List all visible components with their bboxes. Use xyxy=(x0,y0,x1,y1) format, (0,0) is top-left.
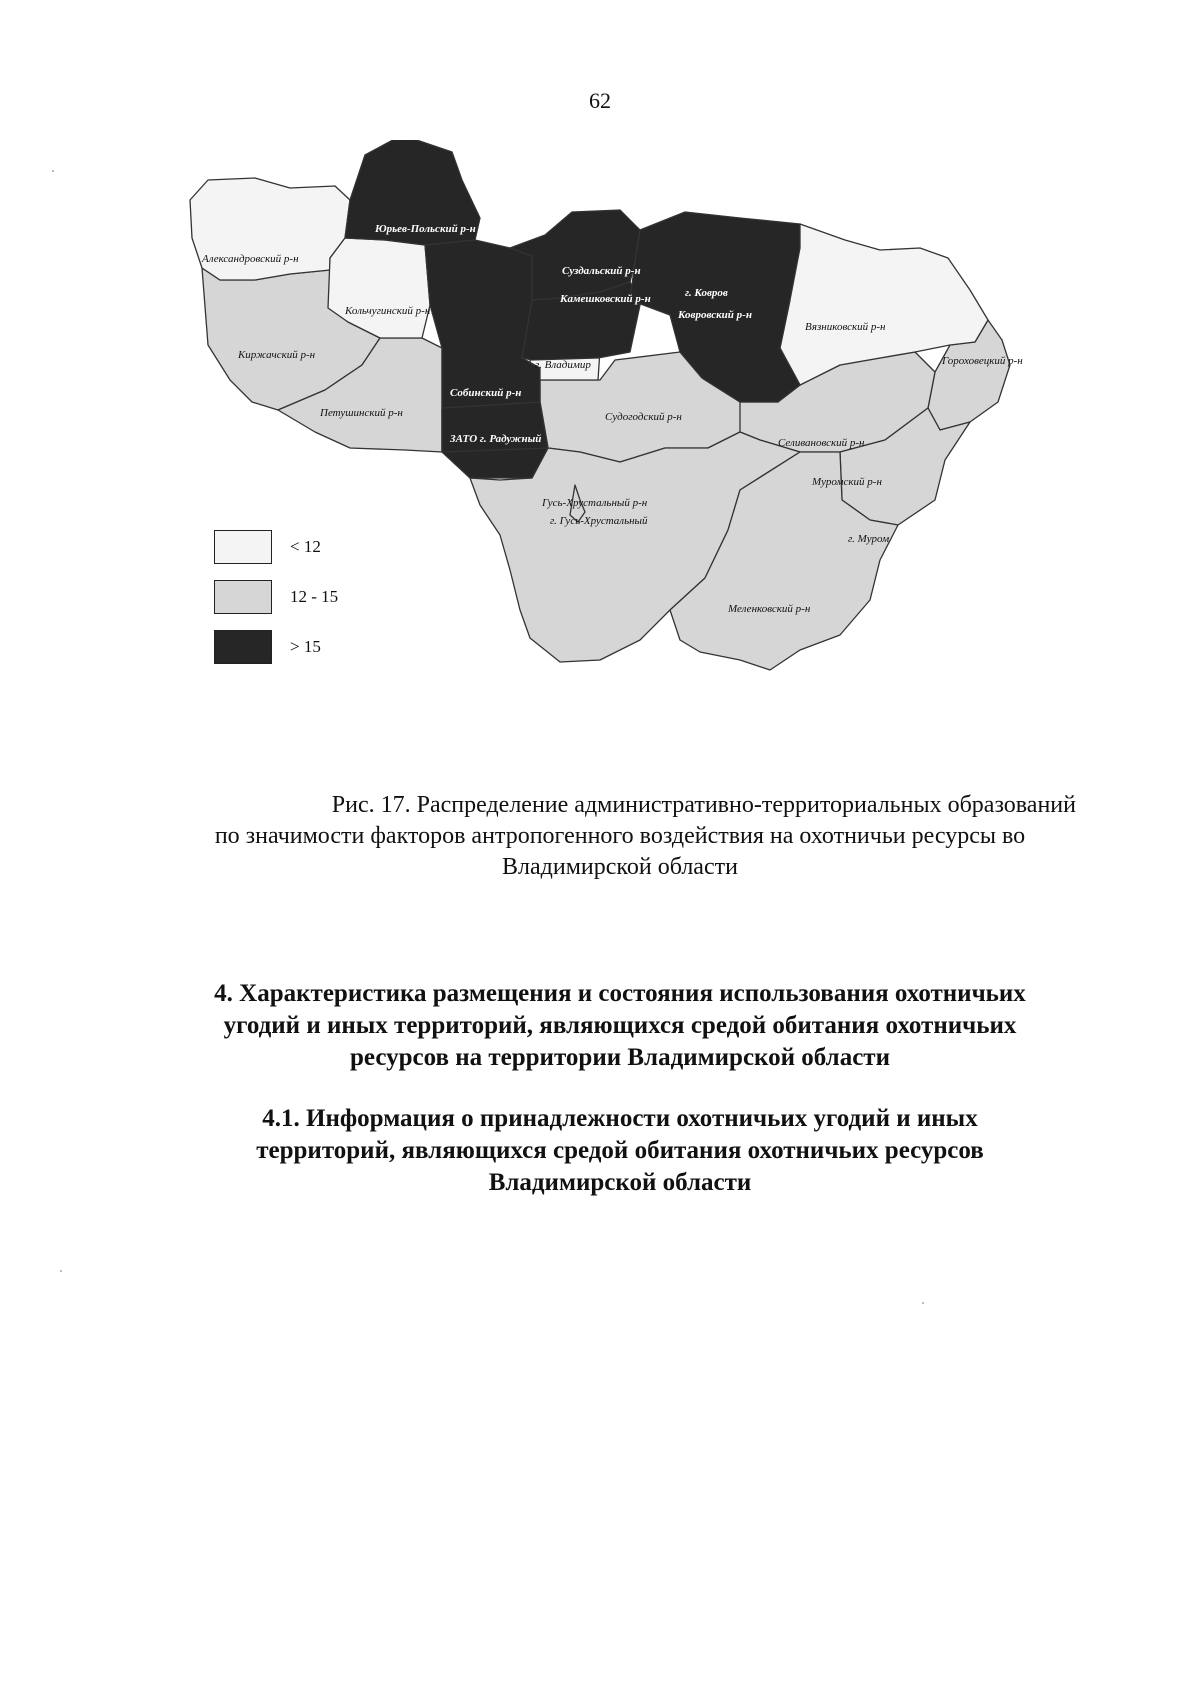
scan-speck xyxy=(60,1270,62,1272)
figure-caption xyxy=(150,790,1090,883)
legend-item-low xyxy=(214,522,374,572)
district-label-zato-g-raduzhnyy: ЗАТО г. Радужный xyxy=(450,433,542,445)
legend-item-high xyxy=(214,622,374,672)
district-label-yurev-polskiy-r-n: Юрьев-Польский р-н xyxy=(375,223,476,235)
scan-speck xyxy=(52,170,54,172)
district-label-sobinskiy-r-n: Собинский р-н xyxy=(450,387,522,399)
scan-speck xyxy=(922,1302,924,1304)
district-label-sudogodskiy-r-n: Судогодский р-н xyxy=(605,411,682,423)
district-label-selivanovskiy-r-n: Селивановский р-н xyxy=(778,437,865,449)
district-label-muromskiy-r-n: Муромский р-н xyxy=(812,476,882,488)
district-label-g-murom: г. Муром xyxy=(848,533,890,545)
district-label-g-gus-hrustalnyy: г. Гусь-Хрустальный xyxy=(550,515,648,527)
legend-swatch-high xyxy=(214,630,272,664)
heading-4-line-2: угодий и иных территорий, являющихся средой обитания охотничьих xyxy=(223,1012,1017,1039)
heading-41-line-2: территорий, являющихся средой обитания охотничьих ресурсов xyxy=(256,1137,984,1164)
page-number: 62 xyxy=(589,88,611,113)
district-label-suzdalskiy-r-n: Суздальский р-н xyxy=(562,265,641,277)
district-label-kolchuginskiy-r-n: Кольчугинский р-н xyxy=(345,305,431,317)
legend-label-mid: 12 - 15 xyxy=(290,587,339,606)
map-legend xyxy=(214,522,374,672)
legend-swatch-low xyxy=(214,530,272,564)
heading-41-line-1: 4.1. Информация о принадлежности охотничьих угодий и иных xyxy=(262,1105,978,1132)
district-label-gus-hrustalnyy-r-n: Гусь-Хрустальный р-н xyxy=(542,497,648,509)
heading-4-line-3: ресурсов на территории Владимирской области xyxy=(350,1044,890,1071)
legend-label-high: > 15 xyxy=(290,637,321,656)
section-heading-4-1 xyxy=(160,1103,1080,1199)
district-label-petushinskiy-r-n: Петушинский р-н xyxy=(320,407,403,419)
legend-item-mid xyxy=(214,572,374,622)
district-label-kovrovskiy-r-n: Ковровский р-н xyxy=(678,309,752,321)
heading-41-line-3: Владимирской области xyxy=(488,1169,752,1196)
legend-swatch-mid xyxy=(214,580,272,614)
section-heading-4 xyxy=(160,978,1080,1074)
district-label-aleksandrovskiy-r-n: Александровский р-н xyxy=(202,253,299,265)
caption-line-2: по значимости факторов антропогенного воздействия на охотничьи ресурсы во xyxy=(214,823,1026,849)
caption-line-3: Владимирской области xyxy=(502,854,738,880)
district-label-g-kovrov: г. Ковров xyxy=(685,287,728,299)
district-label-vyaznikovskiy-r-n: Вязниковский р-н xyxy=(805,321,886,333)
district-label-kameshkovskiy-r-n: Камешковский р-н xyxy=(560,293,651,305)
district-label-gorohovetskiy-r-n: Гороховецкий р-н xyxy=(942,355,1023,367)
legend-label-low: < 12 xyxy=(290,537,321,556)
district-label-g-vladimir: г. Владимир xyxy=(535,359,591,371)
heading-4-line-1: 4. Характеристика размещения и состояния использования охотничьих xyxy=(214,980,1026,1007)
district-label-kirzhachskiy-r-n: Киржачский р-н xyxy=(238,349,316,361)
district-label-melenkovskiy-r-n: Меленковский р-н xyxy=(728,603,811,615)
caption-line-1: Рис. 17. Распределение административно-территориальных образований xyxy=(331,792,1076,818)
